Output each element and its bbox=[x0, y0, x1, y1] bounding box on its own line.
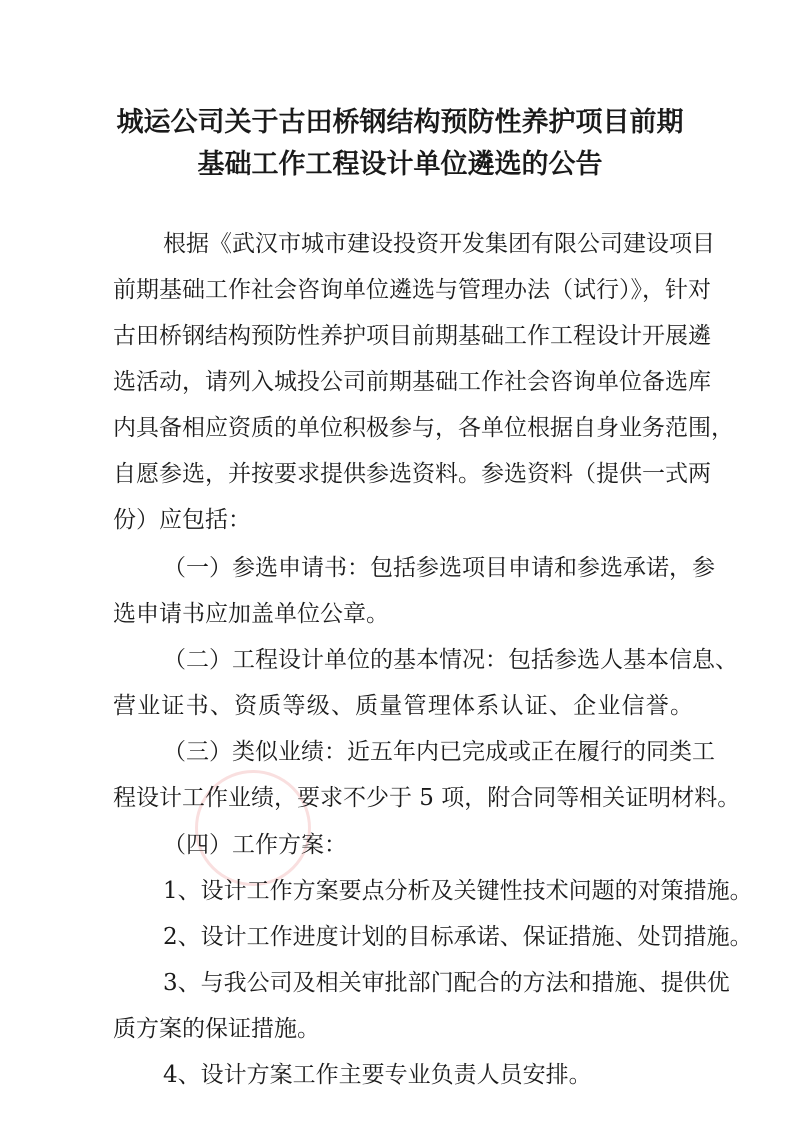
plan-item-4: 4、设计方案工作主要专业负责人员安排。 bbox=[163, 1062, 592, 1088]
document-title-line-1: 城运公司关于古田桥钢结构预防性养护项目前期 bbox=[116, 107, 684, 138]
paragraph-line: 份）应包括： bbox=[113, 507, 251, 533]
item-1-line-2: 选申请书应加盖单位公章。 bbox=[113, 601, 389, 627]
plan-item-1: 1、设计工作方案要点分析及关键性技术问题的对策措施。 bbox=[163, 878, 753, 904]
paragraph-line: 古田桥钢结构预防性养护项目前期基础工作工程设计开展遴 bbox=[113, 323, 711, 349]
item-3-line-1: （三）类似业绩：近五年内已完成或正在履行的同类工 bbox=[163, 739, 715, 765]
item-4-heading: （四）工作方案： bbox=[163, 832, 347, 858]
paragraph-line: 内具备相应资质的单位积极参与，各单位根据自身业务范围， bbox=[113, 415, 734, 441]
plan-item-3-line-2: 质方案的保证措施。 bbox=[113, 1016, 320, 1042]
paragraph-line: 前期基础工作社会咨询单位遴选与管理办法（试行）》，针对 bbox=[113, 277, 711, 303]
plan-item-3-line-1: 3、与我公司及相关审批部门配合的方法和措施、提供优 bbox=[163, 970, 730, 996]
plan-item-2: 2、设计工作进度计划的目标承诺、保证措施、处罚措施。 bbox=[163, 924, 753, 950]
item-2-line-1: （二）工程设计单位的基本情况：包括参选人基本信息、 bbox=[163, 647, 738, 673]
document-title-line-2: 基础工作工程设计单位遴选的公告 bbox=[197, 149, 603, 180]
item-3-line-2: 程设计工作业绩，要求不少于 5 项，附合同等相关证明材料。 bbox=[113, 785, 741, 811]
item-1-line-1: （一）参选申请书：包括参选项目申请和参选承诺，参 bbox=[163, 555, 715, 581]
paragraph-line: 根据《武汉市城市建设投资开发集团有限公司建设项目 bbox=[163, 231, 715, 257]
paragraph-line: 自愿参选，并按要求提供参选资料。参选资料（提供一式两 bbox=[113, 461, 711, 487]
item-2-line-2: 营业证书、资质等级、质量管理体系认证、企业信誉。 bbox=[113, 693, 693, 719]
paragraph-line: 选活动，请列入城投公司前期基础工作社会咨询单位备选库 bbox=[113, 369, 711, 395]
